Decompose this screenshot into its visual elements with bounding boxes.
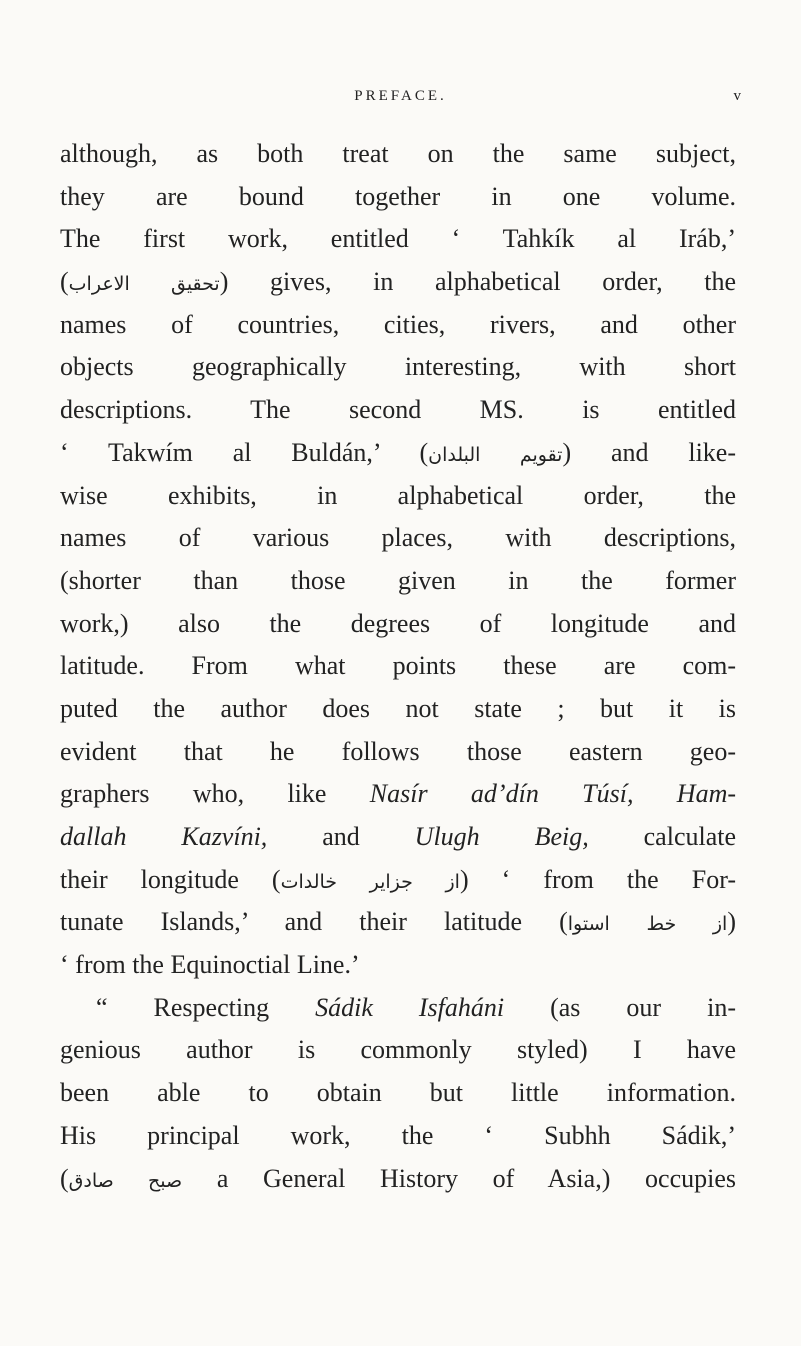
text-line	[60, 1158, 736, 1201]
line-text: work,) also the degrees of longitude and	[60, 608, 736, 638]
text-line	[60, 1115, 736, 1158]
text-line	[60, 176, 736, 219]
arabic-title: تحقيق الاعراب	[68, 273, 220, 296]
italic-name: dallah Kazvíni,	[60, 822, 268, 851]
text-line	[60, 901, 736, 944]
text-line	[60, 731, 736, 774]
line-text: tunate Islands,’ and their latitude (	[60, 907, 568, 937]
text-line	[60, 133, 736, 176]
line-text: evident that he follows those eastern geo-	[60, 736, 736, 766]
line-text: and	[267, 822, 415, 851]
arabic-title: تقويم البلدان	[428, 443, 563, 466]
arabic-phrase: از خط استوا	[567, 913, 728, 936]
arabic-title: صبح صادق	[68, 1169, 183, 1192]
page-header	[60, 88, 741, 110]
line-text: they are bound together in one volume.	[60, 181, 736, 211]
line-text: wise exhibits, in alphabetical order, the	[60, 480, 736, 510]
line-text: ) ‘ from the For-	[459, 864, 736, 894]
line-text: descriptions. The second MS. is entitled	[60, 395, 736, 425]
line-text: The first work, entitled ‘ Tahkík al Iráb,’	[60, 224, 736, 254]
page-number: v	[733, 88, 741, 104]
line-text: a General History of Asia,) occupies	[182, 1163, 736, 1193]
body-text	[60, 133, 736, 1200]
text-line	[60, 603, 736, 646]
line-text: names of various places, with descriptions,	[60, 523, 736, 553]
text-line	[60, 261, 736, 304]
line-text: been able to obtain but little information.	[60, 1078, 736, 1108]
line-text: ‘ Takwím al Buldán,’ (	[60, 437, 429, 467]
text-line	[60, 432, 736, 475]
text-line	[60, 859, 736, 902]
line-text: genious author is commonly styled) I have	[60, 1035, 736, 1065]
text-line	[60, 688, 736, 731]
text-line	[60, 475, 736, 518]
italic-name: Ulugh Beig,	[414, 822, 589, 851]
text-line	[60, 304, 736, 347]
text-line	[60, 773, 736, 816]
line-text: names of countries, cities, rivers, and other	[60, 309, 736, 339]
line-text: )	[727, 907, 737, 937]
line-text: objects geographically interesting, with short	[60, 352, 736, 382]
line-text: their longitude (	[60, 864, 281, 894]
line-text: ) and like-	[562, 437, 736, 467]
italic-name: Nasír ad’dín Túsí, Ham-	[369, 779, 737, 809]
line-text: (shorter than those given in the former	[60, 565, 736, 595]
text-line	[60, 517, 736, 560]
line-text: “ Respecting	[96, 992, 316, 1022]
line-text: ‘ from the Equinoctial Line.’	[60, 950, 360, 980]
line-text: calculate	[588, 822, 737, 851]
text-line	[60, 346, 736, 389]
line-text: puted the author does not state ; but it is	[60, 693, 736, 723]
line-text: His principal work, the ‘ Subhh Sádik,’	[60, 1120, 736, 1150]
line-text: although, as both treat on the same subject,	[60, 139, 736, 168]
text-line	[60, 560, 736, 603]
line-text: latitude. From what points these are com-	[60, 651, 736, 681]
running-head: PREFACE.	[354, 88, 447, 104]
italic-name: Sádik Isfaháni	[315, 992, 505, 1022]
line-text: (	[60, 267, 69, 297]
text-line	[60, 218, 736, 261]
text-line	[60, 944, 736, 987]
line-text: (as our in-	[504, 992, 736, 1022]
text-line	[60, 645, 736, 688]
arabic-phrase: از جزایر خالدات	[280, 870, 460, 893]
line-text: graphers who, like	[60, 779, 370, 809]
line-text: (	[60, 1163, 69, 1193]
text-line	[60, 389, 736, 432]
text-line	[60, 1072, 736, 1115]
line-text: ) gives, in alphabetical order, the	[219, 267, 737, 297]
text-line	[60, 1029, 736, 1072]
text-line	[60, 816, 736, 859]
text-line	[60, 987, 736, 1030]
